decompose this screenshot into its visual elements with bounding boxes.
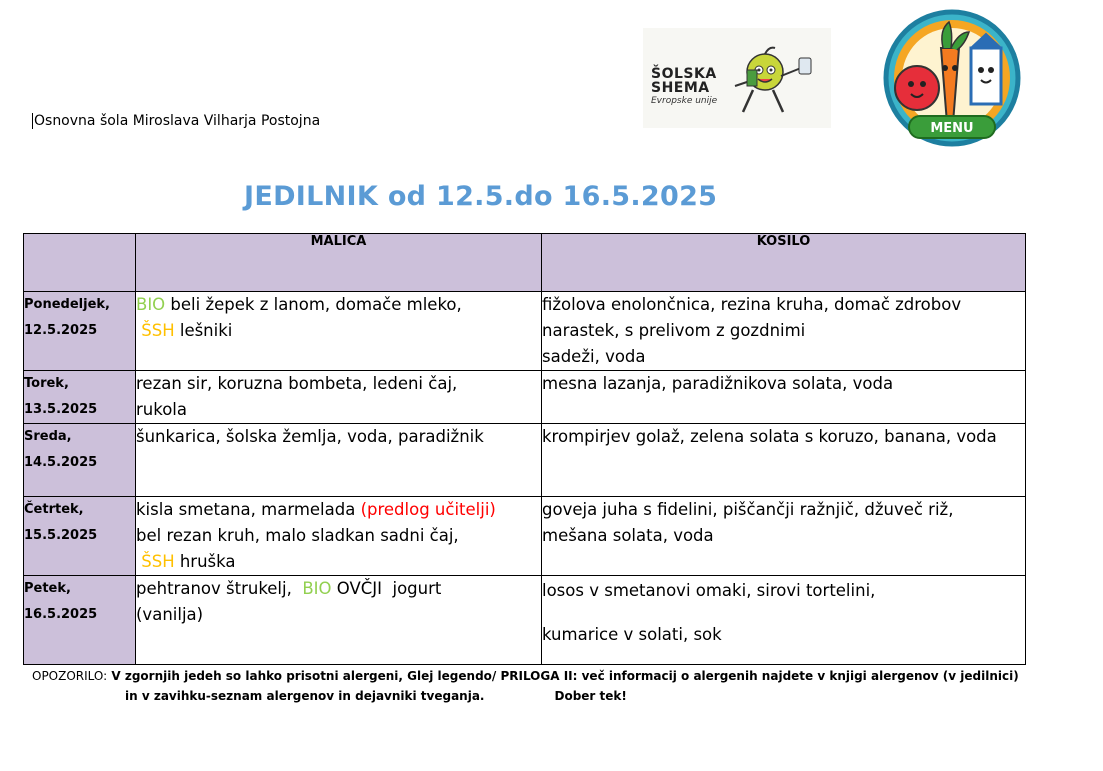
day-cell <box>24 371 136 424</box>
malica-text: kisla smetana, marmelada <box>136 500 361 519</box>
day-cell <box>24 497 136 576</box>
malica-text: (vanilja) <box>136 605 204 624</box>
closing-text: Dober tek! <box>554 689 627 703</box>
logo-line2: SHEMA <box>651 80 710 96</box>
malica-text: rukola <box>136 400 187 419</box>
ssh-label: ŠSH <box>141 321 175 340</box>
header-malica: MALICA <box>136 234 542 292</box>
kosilo-text: krompirjev golaž, zelena solata s koruzo, banana, voda <box>542 427 997 446</box>
kosilo-text: sadeži, voda <box>542 347 646 366</box>
day-date: 16.5.2025 <box>24 607 98 622</box>
header-corner <box>24 234 136 292</box>
ssh-label: ŠSH <box>141 552 175 571</box>
note-lead: OPOZORILO: <box>32 669 108 683</box>
menu-banner-text: MENU <box>930 121 974 136</box>
day-name: Četrtek, <box>24 502 84 517</box>
kosilo-cell <box>542 292 1026 371</box>
table-header-row <box>24 234 1026 292</box>
day-date: 14.5.2025 <box>24 455 98 470</box>
table-row <box>24 292 1026 371</box>
table-row <box>24 371 1026 424</box>
bio-label: BIO <box>302 579 332 598</box>
kosilo-text: fižolova enolončnica, rezina kruha, domač zdrobov <box>542 295 962 314</box>
logo-line1: ŠOLSKA <box>651 66 717 82</box>
malica-text: rezan sir, koruzna bombeta, ledeni čaj, <box>136 374 458 393</box>
kosilo-cell <box>542 424 1026 497</box>
day-name: Petek, <box>24 581 71 596</box>
day-name: Torek, <box>24 376 69 391</box>
kosilo-cell <box>542 497 1026 576</box>
header-kosilo: KOSILO <box>542 234 1026 292</box>
malica-text: beli žepek z lanom, domače mleko, <box>165 295 462 314</box>
malica-text: pehtranov štrukelj, <box>136 579 303 598</box>
malica-text: lešniki <box>174 321 233 340</box>
menu-logo <box>881 8 1023 156</box>
malica-text: bel rezan kruh, malo sladkan sadni čaj, <box>136 526 459 545</box>
malica-text: OVČJI jogurt <box>331 579 442 598</box>
day-date: 13.5.2025 <box>24 402 98 417</box>
day-name: Sreda, <box>24 429 72 444</box>
kosilo-text: losos v smetanovi omaki, sirovi tortelini, <box>542 581 876 600</box>
day-date: 15.5.2025 <box>24 528 98 543</box>
malica-cell <box>136 424 542 497</box>
menu-table <box>23 233 1026 665</box>
malica-cell <box>136 292 542 371</box>
kosilo-text: narastek, s prelivom z gozdnimi <box>542 321 806 340</box>
malica-text: šunkarica, šolska žemlja, voda, paradižnik <box>136 427 484 446</box>
solska-shema-logo <box>643 28 831 128</box>
teacher-suggestion: (predlog učitelji) <box>360 500 496 519</box>
apple-character-icon <box>733 42 823 122</box>
logo-line3: Evropske unije <box>651 96 718 106</box>
bio-label: BIO <box>136 295 166 314</box>
malica-text: hruška <box>174 552 236 571</box>
school-name: Osnovna šola Miroslava Vilharja Postojna <box>34 113 321 129</box>
kosilo-text: mešana solata, voda <box>542 526 714 545</box>
apple-icon <box>895 66 939 110</box>
table-row <box>24 576 1026 665</box>
kosilo-text: mesna lazanja, paradižnikova solata, voda <box>542 374 894 393</box>
malica-cell <box>136 576 542 665</box>
table-row <box>24 497 1026 576</box>
page-title: JEDILNIK od 12.5.do 16.5.2025 <box>244 181 718 212</box>
milk-carton-icon <box>971 48 1001 104</box>
note-text: in v zavihku-seznam alergenov in dejavniki tveganja. <box>125 689 485 703</box>
allergen-note <box>32 666 1032 706</box>
kosilo-cell <box>542 576 1026 665</box>
kosilo-text: goveja juha s fidelini, piščančji ražnjič, džuveč riž, <box>542 500 954 519</box>
day-cell <box>24 424 136 497</box>
kosilo-cell <box>542 371 1026 424</box>
day-name: Ponedeljek, <box>24 297 110 312</box>
malica-cell <box>136 497 542 576</box>
note-text: V zgornjih jedeh so lahko prisotni alergeni, Glej legendo/ PRILOGA II: več informacij o alergenih najdete v knjigi alergenov (v jedilnici) <box>107 669 1019 683</box>
day-date: 12.5.2025 <box>24 323 98 338</box>
table-row <box>24 424 1026 497</box>
kosilo-text: kumarice v solati, sok <box>542 625 722 644</box>
day-cell <box>24 576 136 665</box>
malica-cell <box>136 371 542 424</box>
day-cell <box>24 292 136 371</box>
